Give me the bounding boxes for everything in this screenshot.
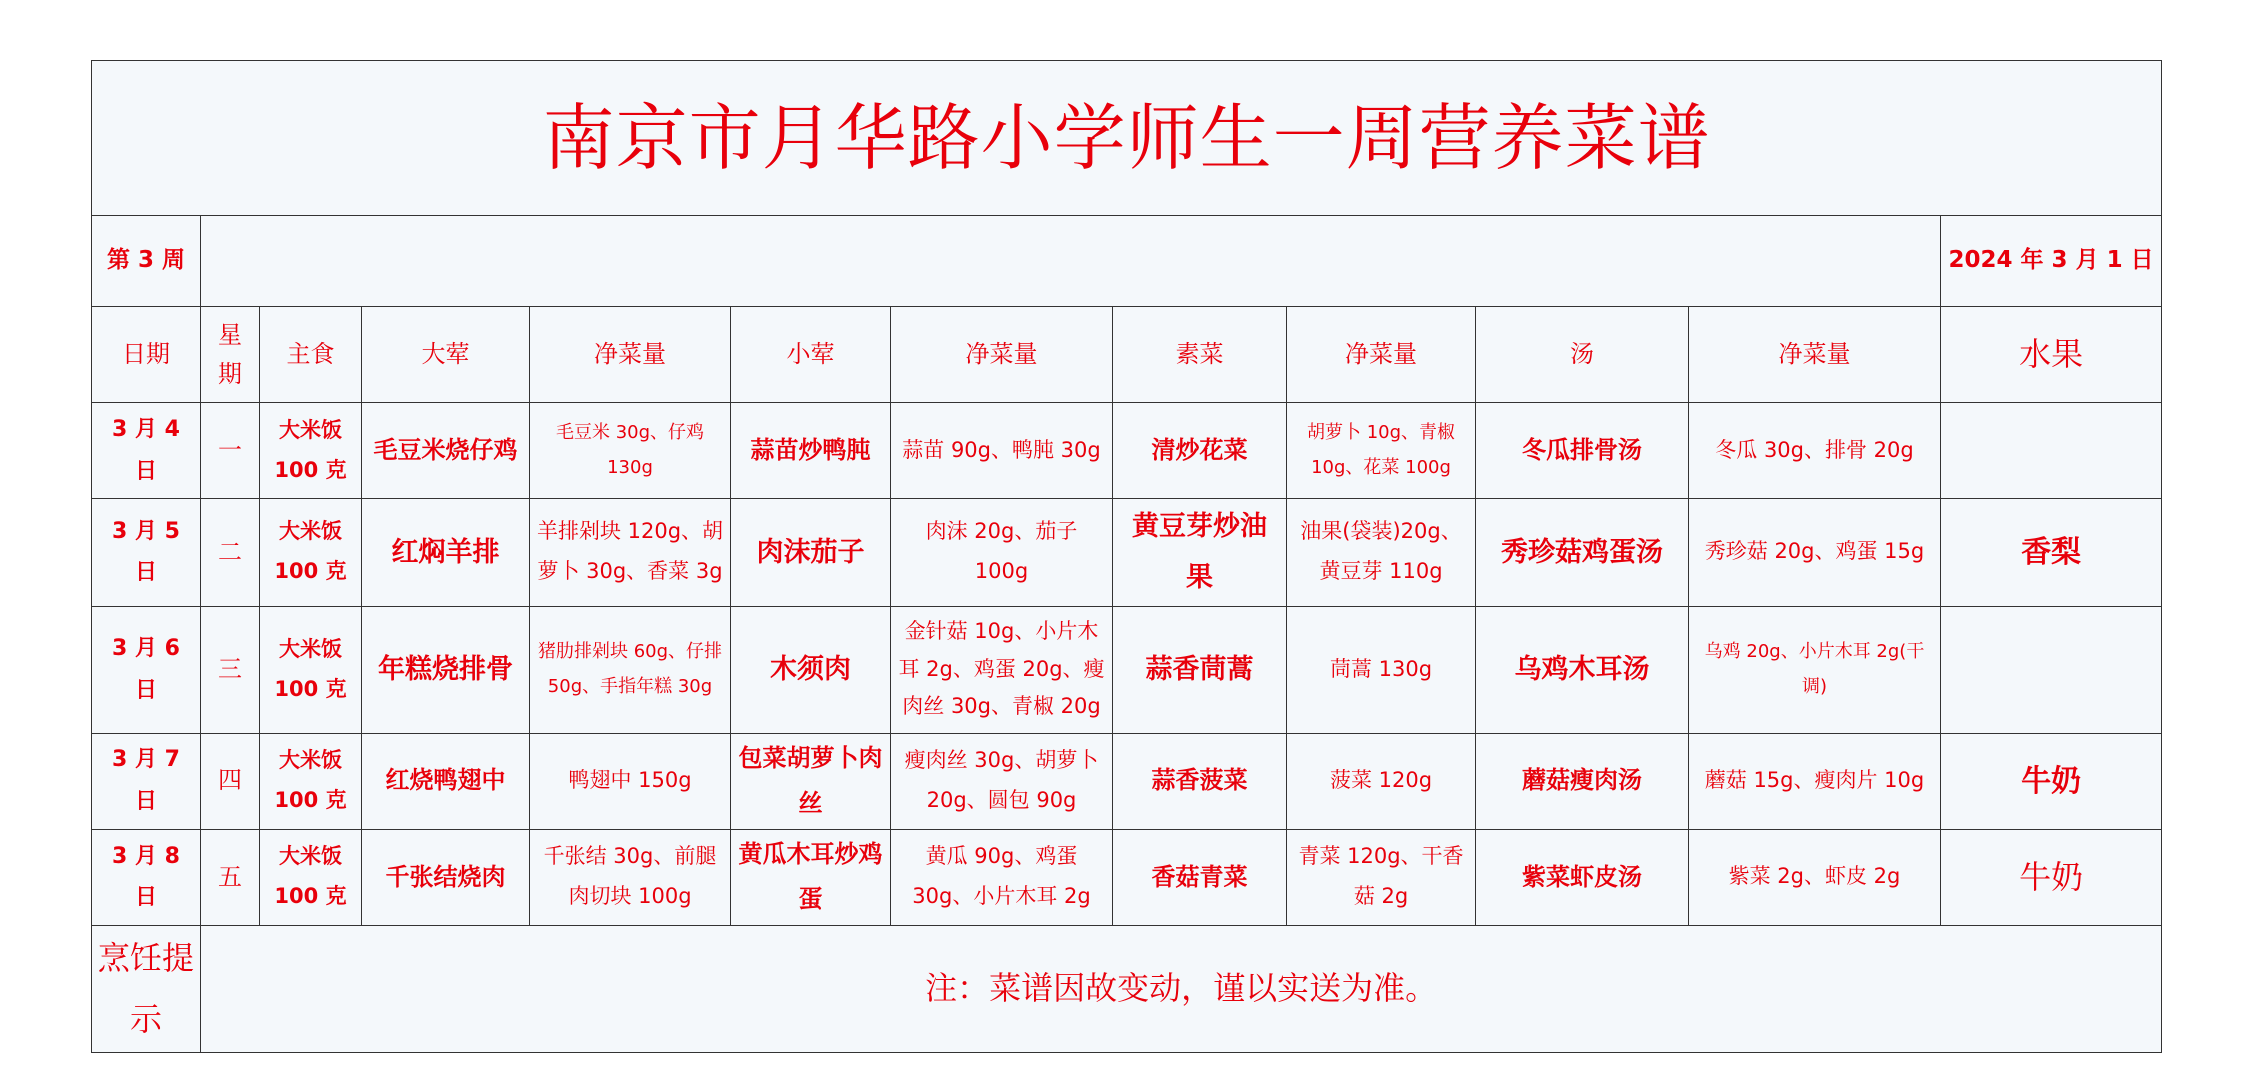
table-row (92, 606, 2162, 733)
row-soup: 蘑菇瘦肉汤 (1476, 733, 1689, 829)
header-soup: 汤 (1476, 307, 1689, 403)
header-big-meat: 大荤 (362, 307, 530, 403)
row-small-meat-qty: 肉沫 20g、茄子 100g (891, 499, 1113, 607)
row-veg-qty: 茼蒿 130g (1287, 606, 1476, 733)
row-weekday: 四 (201, 733, 260, 829)
row-weekday: 一 (201, 403, 260, 499)
row-small-meat-qty: 蒜苗 90g、鸭肫 30g (891, 403, 1113, 499)
row-date: 3 月 5 日 (92, 499, 201, 607)
row-big-meat: 千张结烧肉 (362, 829, 530, 925)
row-fruit (1941, 606, 2162, 733)
row-small-meat: 木须肉 (731, 606, 891, 733)
row-date: 3 月 4 日 (92, 403, 201, 499)
header-date: 日期 (92, 307, 201, 403)
row-big-meat-qty: 毛豆米 30g、仔鸡 130g (530, 403, 731, 499)
row-soup: 乌鸡木耳汤 (1476, 606, 1689, 733)
row-big-meat-qty: 鸭翅中 150g (530, 733, 731, 829)
row-veg-qty: 菠菜 120g (1287, 733, 1476, 829)
row-big-meat-qty: 猪肋排剁块 60g、仔排 50g、手指年糕 30g (530, 606, 731, 733)
header-fruit: 水果 (1941, 307, 2162, 403)
row-small-meat-qty: 黄瓜 90g、鸡蛋 30g、小片木耳 2g (891, 829, 1113, 925)
row-weekday: 五 (201, 829, 260, 925)
row-fruit: 牛奶 (1941, 733, 2162, 829)
row-staple: 大米饭 100 克 (260, 829, 362, 925)
date-label: 2024 年 3 月 1 日 (1941, 216, 2162, 307)
page-title: 南京市月华路小学师生一周营养菜谱 (92, 61, 2162, 216)
table-row (92, 499, 2162, 607)
row-staple: 大米饭 100 克 (260, 499, 362, 607)
row-veg: 香菇青菜 (1113, 829, 1287, 925)
row-soup-qty: 秀珍菇 20g、鸡蛋 15g (1689, 499, 1941, 607)
header-small-meat-qty: 净菜量 (891, 307, 1113, 403)
row-veg: 黄豆芽炒油果 (1113, 499, 1287, 607)
row-veg-qty: 胡萝卜 10g、青椒 10g、花菜 100g (1287, 403, 1476, 499)
header-big-meat-qty: 净菜量 (530, 307, 731, 403)
blank-cell (201, 216, 1941, 307)
row-staple: 大米饭 100 克 (260, 733, 362, 829)
cooking-tips-label: 烹饪提示 (92, 925, 201, 1052)
row-big-meat-qty: 羊排剁块 120g、胡萝卜 30g、香菜 3g (530, 499, 731, 607)
header-staple: 主食 (260, 307, 362, 403)
row-staple: 大米饭 100 克 (260, 403, 362, 499)
row-veg: 蒜香菠菜 (1113, 733, 1287, 829)
header-soup-qty: 净菜量 (1689, 307, 1941, 403)
row-veg-qty: 油果(袋装)20g、黄豆芽 110g (1287, 499, 1476, 607)
row-date: 3 月 8 日 (92, 829, 201, 925)
header-small-meat: 小荤 (731, 307, 891, 403)
row-big-meat: 毛豆米烧仔鸡 (362, 403, 530, 499)
row-soup-qty: 紫菜 2g、虾皮 2g (1689, 829, 1941, 925)
row-soup: 冬瓜排骨汤 (1476, 403, 1689, 499)
table-row (92, 403, 2162, 499)
header-row (92, 307, 2162, 403)
header-veg: 素菜 (1113, 307, 1287, 403)
menu-table (91, 60, 2162, 1053)
row-soup-qty: 冬瓜 30g、排骨 20g (1689, 403, 1941, 499)
row-fruit: 牛奶 (1941, 829, 2162, 925)
row-date: 3 月 7 日 (92, 733, 201, 829)
header-weekday: 星期 (201, 307, 260, 403)
row-veg: 清炒花菜 (1113, 403, 1287, 499)
row-small-meat: 肉沫茄子 (731, 499, 891, 607)
row-soup: 紫菜虾皮汤 (1476, 829, 1689, 925)
footer-note: 注：菜谱因故变动，谨以实送为准。 (201, 925, 2162, 1052)
row-veg: 蒜香茼蒿 (1113, 606, 1287, 733)
row-small-meat: 黄瓜木耳炒鸡蛋 (731, 829, 891, 925)
row-small-meat: 包菜胡萝卜肉丝 (731, 733, 891, 829)
row-weekday: 三 (201, 606, 260, 733)
row-big-meat: 红焖羊排 (362, 499, 530, 607)
row-big-meat: 红烧鸭翅中 (362, 733, 530, 829)
row-small-meat: 蒜苗炒鸭肫 (731, 403, 891, 499)
table-row (92, 733, 2162, 829)
row-fruit (1941, 403, 2162, 499)
week-label: 第 3 周 (92, 216, 201, 307)
row-big-meat-qty: 千张结 30g、前腿肉切块 100g (530, 829, 731, 925)
row-soup-qty: 乌鸡 20g、小片木耳 2g(干调) (1689, 606, 1941, 733)
footer-row (92, 925, 2162, 1052)
row-big-meat: 年糕烧排骨 (362, 606, 530, 733)
table-row (92, 829, 2162, 925)
row-date: 3 月 6 日 (92, 606, 201, 733)
row-small-meat-qty: 瘦肉丝 30g、胡萝卜 20g、圆包 90g (891, 733, 1113, 829)
row-soup-qty: 蘑菇 15g、瘦肉片 10g (1689, 733, 1941, 829)
row-staple: 大米饭 100 克 (260, 606, 362, 733)
row-veg-qty: 青菜 120g、干香菇 2g (1287, 829, 1476, 925)
row-soup: 秀珍菇鸡蛋汤 (1476, 499, 1689, 607)
row-small-meat-qty: 金针菇 10g、小片木耳 2g、鸡蛋 20g、瘦肉丝 30g、青椒 20g (891, 606, 1113, 733)
header-veg-qty: 净菜量 (1287, 307, 1476, 403)
row-fruit: 香梨 (1941, 499, 2162, 607)
row-weekday: 二 (201, 499, 260, 607)
